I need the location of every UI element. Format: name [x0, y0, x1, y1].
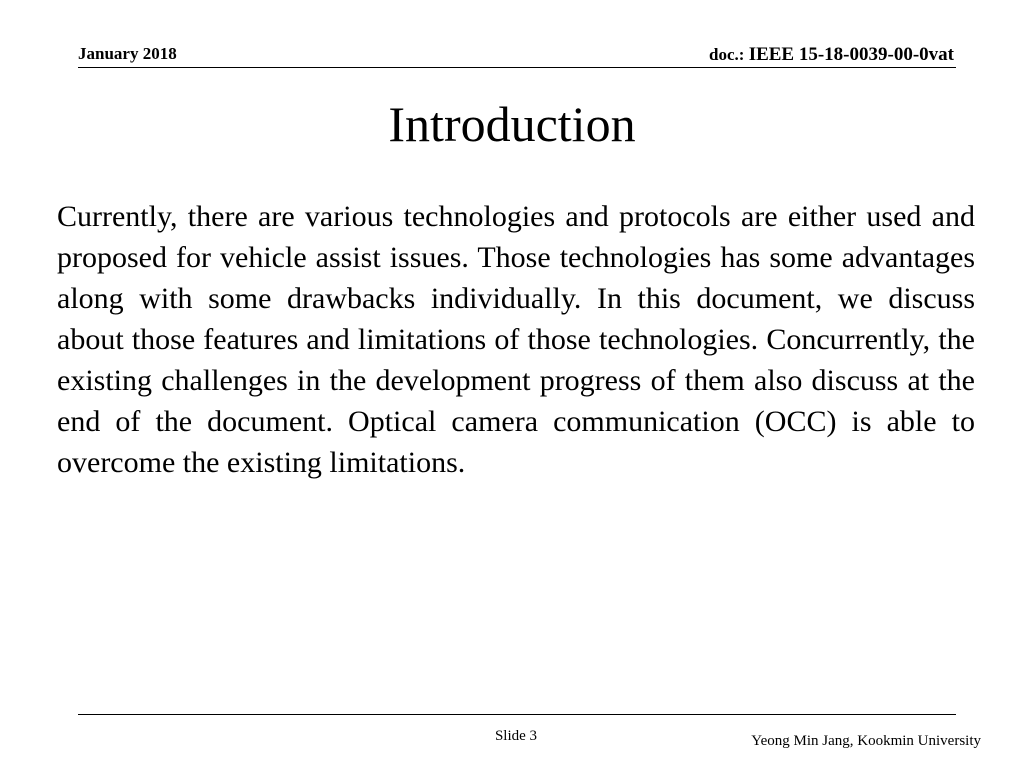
- header-date: January 2018: [78, 44, 177, 63]
- header-doc-id: IEEE 15-18-0039-00-0vat: [748, 44, 954, 65]
- body-paragraph: Currently, there are various technologies and protocols are either used and proposed for vehicle assist issues. Those technologies has some advantages along with some drawbacks individually. In this document, we discuss about those features and limitations of those technologies. Concurrently, the existing challenges in the development progress of them also discuss at the end of the document. Optical camera communication (OCC) is able to overcome the existing limitations.: [57, 200, 975, 479]
- slide-title: Introduction: [388, 96, 636, 152]
- footer-author: Yeong Min Jang, Kookmin University: [751, 733, 981, 749]
- footer-divider: [78, 714, 956, 715]
- slide-number: Slide 3: [494, 728, 538, 744]
- header-doc-reference: [709, 44, 954, 66]
- header-divider: [78, 67, 956, 68]
- header-doc-prefix: doc.:: [709, 45, 749, 64]
